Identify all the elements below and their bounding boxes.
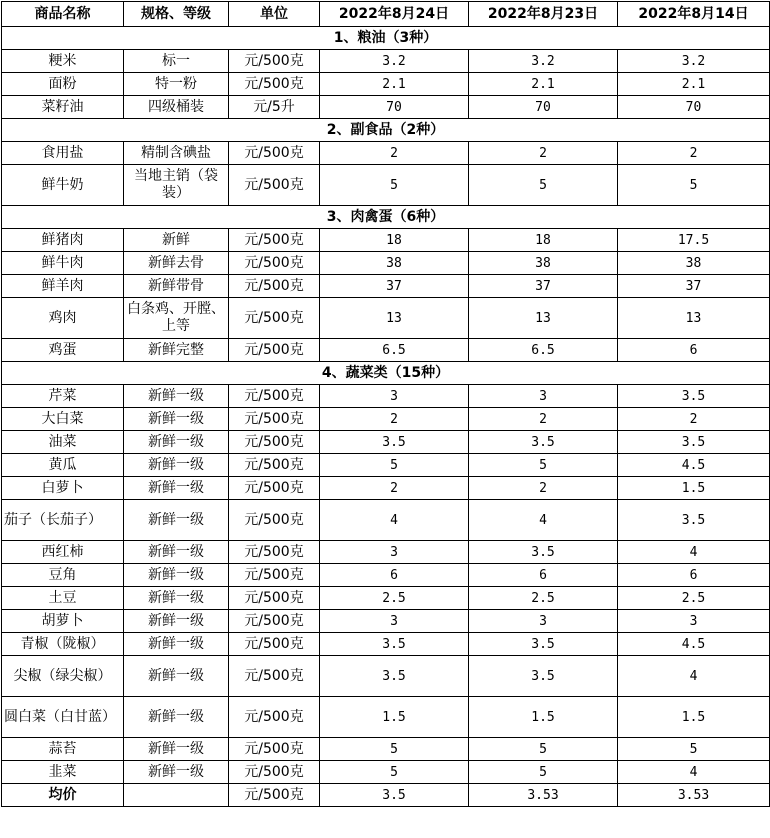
cell-unit: 元/500克: [229, 500, 320, 541]
cell-name: 鲜猪肉: [2, 229, 124, 252]
cell-price-0814: 3.5: [618, 500, 770, 541]
cell-spec: 新鲜带骨: [124, 275, 229, 298]
section-title: 3、肉禽蛋（6种）: [2, 206, 770, 229]
cell-price-0824: 5: [320, 165, 469, 206]
table-row: [2, 252, 770, 275]
cell-spec: 新鲜一级: [124, 564, 229, 587]
cell-spec: 新鲜去骨: [124, 252, 229, 275]
cell-price-0814: 5: [618, 738, 770, 761]
cell-spec: 新鲜: [124, 229, 229, 252]
cell-price-0823: 2: [469, 408, 618, 431]
cell-name: 尖椒（绿尖椒）: [2, 656, 124, 697]
cell-price-0823: 3.5: [469, 431, 618, 454]
cell-price-0824: 4: [320, 500, 469, 541]
table-row: [2, 656, 770, 697]
cell-price-0814: 4: [618, 656, 770, 697]
cell-name: 圆白菜（白甘蓝）: [2, 697, 124, 738]
cell-price-0823: 2.1: [469, 73, 618, 96]
cell-price-0823: 6: [469, 564, 618, 587]
cell-price-0824: 37: [320, 275, 469, 298]
cell-price-0814: 3.2: [618, 50, 770, 73]
cell-name: 菜籽油: [2, 96, 124, 119]
table-row: [2, 431, 770, 454]
cell-price-0814: 6: [618, 564, 770, 587]
cell-unit: 元/500克: [229, 477, 320, 500]
cell-price-0824: 5: [320, 761, 469, 784]
table-row: [2, 229, 770, 252]
table-row: [2, 564, 770, 587]
header-row: [2, 2, 770, 27]
cell-price-0814: 4.5: [618, 633, 770, 656]
cell-price-0824: 2: [320, 477, 469, 500]
cell-name: 豆角: [2, 564, 124, 587]
cell-price-0824: 3.5: [320, 656, 469, 697]
cell-price-0824: 38: [320, 252, 469, 275]
cell-unit: 元/500克: [229, 142, 320, 165]
cell-price-0823: 2: [469, 477, 618, 500]
cell-name: 鲜牛奶: [2, 165, 124, 206]
cell-name: 茄子（长茄子）: [2, 500, 124, 541]
cell-spec: 新鲜一级: [124, 477, 229, 500]
cell-spec: 白条鸡、开膛、上等: [124, 298, 229, 339]
header-date-0814: 2022年8月14日: [618, 2, 770, 27]
average-price-0824: 3.5: [320, 784, 469, 807]
cell-spec: 标一: [124, 50, 229, 73]
cell-price-0824: 2.1: [320, 73, 469, 96]
cell-price-0814: 1.5: [618, 697, 770, 738]
cell-price-0824: 6.5: [320, 339, 469, 362]
table-row: [2, 275, 770, 298]
cell-price-0814: 6: [618, 339, 770, 362]
table-row: [2, 385, 770, 408]
cell-unit: 元/500克: [229, 408, 320, 431]
cell-name: 蒜苔: [2, 738, 124, 761]
cell-price-0824: 13: [320, 298, 469, 339]
cell-unit: 元/500克: [229, 738, 320, 761]
table-row: [2, 697, 770, 738]
cell-name: 西红柿: [2, 541, 124, 564]
cell-price-0814: 2: [618, 408, 770, 431]
table-row: [2, 477, 770, 500]
table-row: [2, 761, 770, 784]
cell-name: 鸡肉: [2, 298, 124, 339]
price-table: [1, 1, 770, 807]
cell-price-0824: 5: [320, 738, 469, 761]
cell-spec: 新鲜一级: [124, 697, 229, 738]
cell-spec: 新鲜一级: [124, 738, 229, 761]
cell-spec: 新鲜完整: [124, 339, 229, 362]
cell-price-0814: 2.1: [618, 73, 770, 96]
cell-name: 面粉: [2, 73, 124, 96]
cell-spec: 新鲜一级: [124, 500, 229, 541]
cell-unit: 元/500克: [229, 610, 320, 633]
cell-unit: 元/500克: [229, 697, 320, 738]
cell-name: 青椒（陇椒）: [2, 633, 124, 656]
cell-price-0814: 5: [618, 165, 770, 206]
section-row: [2, 362, 770, 385]
cell-price-0823: 6.5: [469, 339, 618, 362]
cell-price-0824: 2: [320, 142, 469, 165]
table-row: [2, 587, 770, 610]
cell-spec: 新鲜一级: [124, 541, 229, 564]
cell-unit: 元/500克: [229, 252, 320, 275]
cell-price-0824: 3.5: [320, 633, 469, 656]
cell-price-0814: 38: [618, 252, 770, 275]
table-row: [2, 633, 770, 656]
header-unit: 单位: [229, 2, 320, 27]
cell-spec: 新鲜一级: [124, 454, 229, 477]
cell-price-0824: 3.5: [320, 431, 469, 454]
cell-price-0814: 3: [618, 610, 770, 633]
cell-price-0824: 6: [320, 564, 469, 587]
cell-price-0814: 3.5: [618, 431, 770, 454]
cell-name: 鲜牛肉: [2, 252, 124, 275]
cell-price-0823: 5: [469, 738, 618, 761]
cell-price-0823: 5: [469, 454, 618, 477]
cell-price-0814: 17.5: [618, 229, 770, 252]
table-row: [2, 738, 770, 761]
cell-unit: 元/500克: [229, 50, 320, 73]
cell-spec: 特一粉: [124, 73, 229, 96]
table-row: [2, 610, 770, 633]
section-row: [2, 206, 770, 229]
cell-price-0823: 38: [469, 252, 618, 275]
cell-spec: 新鲜一级: [124, 656, 229, 697]
section-title: 1、粮油（3种）: [2, 27, 770, 50]
cell-spec: 新鲜一级: [124, 385, 229, 408]
cell-price-0823: 4: [469, 500, 618, 541]
cell-price-0823: 2.5: [469, 587, 618, 610]
cell-name: 芹菜: [2, 385, 124, 408]
cell-price-0824: 3: [320, 610, 469, 633]
cell-unit: 元/500克: [229, 275, 320, 298]
cell-price-0823: 3.5: [469, 656, 618, 697]
table-row: [2, 541, 770, 564]
cell-price-0823: 5: [469, 761, 618, 784]
cell-price-0823: 3: [469, 610, 618, 633]
cell-price-0814: 70: [618, 96, 770, 119]
cell-price-0823: 70: [469, 96, 618, 119]
cell-price-0823: 3: [469, 385, 618, 408]
cell-unit: 元/500克: [229, 385, 320, 408]
cell-unit: 元/500克: [229, 339, 320, 362]
cell-price-0814: 3.5: [618, 385, 770, 408]
cell-unit: 元/5升: [229, 96, 320, 119]
cell-unit: 元/500克: [229, 541, 320, 564]
cell-spec: 新鲜一级: [124, 633, 229, 656]
cell-unit: 元/500克: [229, 298, 320, 339]
cell-spec: 四级桶装: [124, 96, 229, 119]
cell-spec: 精制含碘盐: [124, 142, 229, 165]
cell-spec: 新鲜一级: [124, 431, 229, 454]
cell-price-0823: 37: [469, 275, 618, 298]
cell-price-0824: 3.2: [320, 50, 469, 73]
cell-unit: 元/500克: [229, 656, 320, 697]
table-row: [2, 298, 770, 339]
average-price-0814: 3.53: [618, 784, 770, 807]
table-row: [2, 165, 770, 206]
table-row: [2, 408, 770, 431]
cell-name: 大白菜: [2, 408, 124, 431]
cell-unit: 元/500克: [229, 587, 320, 610]
cell-unit: 元/500克: [229, 229, 320, 252]
header-spec: 规格、等级: [124, 2, 229, 27]
cell-spec: 新鲜一级: [124, 408, 229, 431]
table-row: [2, 142, 770, 165]
cell-price-0823: 3.2: [469, 50, 618, 73]
table-row: [2, 454, 770, 477]
cell-unit: 元/500克: [229, 564, 320, 587]
cell-price-0824: 2: [320, 408, 469, 431]
header-date-0823: 2022年8月23日: [469, 2, 618, 27]
cell-price-0814: 13: [618, 298, 770, 339]
cell-name: 白萝卜: [2, 477, 124, 500]
cell-unit: 元/500克: [229, 761, 320, 784]
cell-name: 鲜羊肉: [2, 275, 124, 298]
header-name: 商品名称: [2, 2, 124, 27]
cell-spec: 当地主销（袋装）: [124, 165, 229, 206]
cell-name: 土豆: [2, 587, 124, 610]
cell-price-0814: 1.5: [618, 477, 770, 500]
cell-price-0823: 2: [469, 142, 618, 165]
cell-price-0814: 4.5: [618, 454, 770, 477]
table-row: [2, 73, 770, 96]
average-label: 均价: [2, 784, 124, 807]
cell-price-0824: 3: [320, 385, 469, 408]
cell-name: 胡萝卜: [2, 610, 124, 633]
cell-unit: 元/500克: [229, 431, 320, 454]
cell-name: 食用盐: [2, 142, 124, 165]
cell-price-0823: 18: [469, 229, 618, 252]
table-row: [2, 50, 770, 73]
cell-name: 粳米: [2, 50, 124, 73]
cell-price-0824: 1.5: [320, 697, 469, 738]
cell-price-0814: 2: [618, 142, 770, 165]
cell-price-0823: 3.5: [469, 541, 618, 564]
cell-price-0823: 3.5: [469, 633, 618, 656]
cell-unit: 元/500克: [229, 73, 320, 96]
table-row: [2, 500, 770, 541]
cell-price-0824: 5: [320, 454, 469, 477]
cell-name: 鸡蛋: [2, 339, 124, 362]
cell-name: 韭菜: [2, 761, 124, 784]
cell-name: 黄瓜: [2, 454, 124, 477]
cell-price-0814: 4: [618, 761, 770, 784]
cell-price-0824: 18: [320, 229, 469, 252]
table-row: [2, 339, 770, 362]
average-row: [2, 784, 770, 807]
cell-unit: 元/500克: [229, 454, 320, 477]
average-price-0823: 3.53: [469, 784, 618, 807]
cell-unit: 元/500克: [229, 165, 320, 206]
cell-price-0823: 13: [469, 298, 618, 339]
cell-spec: 新鲜一级: [124, 761, 229, 784]
cell-price-0814: 37: [618, 275, 770, 298]
section-row: [2, 27, 770, 50]
average-spec: [124, 784, 229, 807]
section-row: [2, 119, 770, 142]
cell-price-0814: 4: [618, 541, 770, 564]
cell-spec: 新鲜一级: [124, 587, 229, 610]
table-row: [2, 96, 770, 119]
cell-price-0824: 2.5: [320, 587, 469, 610]
cell-unit: 元/500克: [229, 633, 320, 656]
cell-spec: 新鲜一级: [124, 610, 229, 633]
header-date-0824: 2022年8月24日: [320, 2, 469, 27]
cell-price-0824: 70: [320, 96, 469, 119]
section-title: 4、蔬菜类（15种）: [2, 362, 770, 385]
section-title: 2、副食品（2种）: [2, 119, 770, 142]
cell-price-0823: 5: [469, 165, 618, 206]
cell-price-0824: 3: [320, 541, 469, 564]
average-unit: 元/500克: [229, 784, 320, 807]
cell-name: 油菜: [2, 431, 124, 454]
cell-price-0814: 2.5: [618, 587, 770, 610]
cell-price-0823: 1.5: [469, 697, 618, 738]
